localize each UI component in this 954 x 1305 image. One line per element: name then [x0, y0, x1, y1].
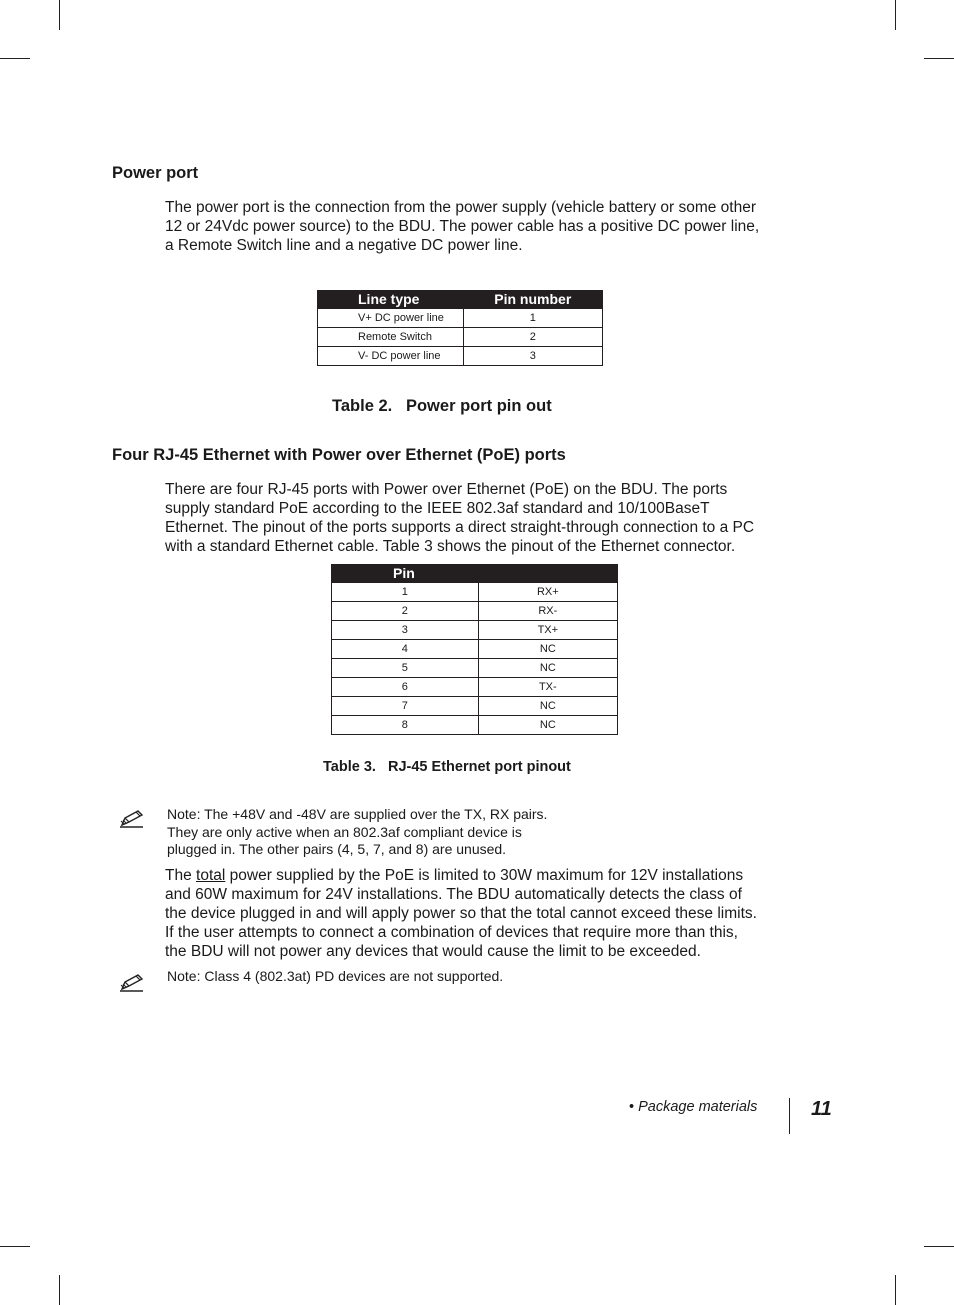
text-line: plugged in. The other pairs (4, 5, 7, and 8) are unused.	[167, 841, 507, 857]
table-cell: Remote Switch	[318, 328, 464, 347]
header-line-type: Line type	[318, 291, 464, 309]
crop-mark	[59, 1275, 60, 1305]
poe-heading: Four RJ-45 Ethernet with Power over Ethernet (PoE) ports	[112, 446, 566, 464]
table2-caption: Table 2. Power port pin out	[332, 397, 552, 415]
text-fragment: The	[165, 867, 197, 884]
table-cell: V- DC power line	[318, 347, 464, 366]
note-pencil-icon	[118, 808, 146, 830]
text-fragment: power supplied by the PoE is limited to 30W maximum for 12V installations	[225, 867, 744, 884]
table-cell: NC	[478, 659, 617, 678]
table-cell: 2	[463, 328, 602, 347]
power-port-heading: Power port	[112, 164, 199, 182]
table-cell: 4	[332, 640, 479, 659]
poe-paragraph	[165, 480, 795, 556]
table-row	[332, 602, 618, 621]
table-cell: 1	[463, 309, 602, 328]
table-cell: 7	[332, 697, 479, 716]
crop-mark	[0, 1246, 30, 1247]
table3-caption: Table 3. RJ-45 Ethernet port pinout	[323, 759, 571, 775]
footer-divider	[789, 1098, 790, 1134]
text-line: Ethernet. The pinout of the ports supports a direct straight-through connection to a PC	[165, 519, 755, 536]
text-line: If the user attempts to connect a combination of devices that require more than this,	[165, 924, 738, 941]
note-pencil-icon	[118, 972, 146, 994]
text-line: the device plugged in and will apply power so that the total cannot exceed these limits.	[165, 905, 757, 922]
table-cell: 6	[332, 678, 479, 697]
table-cell: TX-	[478, 678, 617, 697]
bullet-icon: •	[629, 1099, 635, 1115]
header-signal	[478, 565, 617, 583]
table-row	[332, 697, 618, 716]
table-row	[318, 347, 603, 366]
table-cell: RX-	[478, 602, 617, 621]
table-cell: NC	[478, 640, 617, 659]
text-line: 12 or 24Vdc power source) to the BDU. The power cable has a positive DC power line,	[165, 218, 760, 235]
table-row	[332, 583, 618, 602]
crop-mark	[59, 0, 60, 30]
table-row	[332, 621, 618, 640]
table-cell: 3	[332, 621, 479, 640]
crop-mark	[895, 1275, 896, 1305]
text-line: and 60W maximum for 24V installations. The BDU automatically detects the class of	[165, 886, 742, 903]
text-line: There are four RJ-45 ports with Power over Ethernet (PoE) on the BDU. The ports	[165, 481, 728, 498]
table-header-row	[332, 565, 618, 583]
table-cell: 5	[332, 659, 479, 678]
text-line: the BDU will not power any devices that would cause the limit to be exceeded.	[165, 943, 701, 960]
table-cell: NC	[478, 716, 617, 735]
underlined-word: total	[196, 867, 226, 884]
table-row	[332, 659, 618, 678]
table-row	[332, 678, 618, 697]
table-cell: 3	[463, 347, 602, 366]
table-cell: TX+	[478, 621, 617, 640]
header-pin: Pin	[332, 565, 479, 583]
ethernet-pinout-table	[331, 564, 618, 735]
table-cell: 1	[332, 583, 479, 602]
table-cell: 8	[332, 716, 479, 735]
page-number: 11	[811, 1098, 832, 1120]
text-line: They are only active when an 802.3af compliant device is	[167, 823, 522, 840]
crop-mark	[0, 58, 30, 59]
power-port-paragraph	[165, 198, 795, 255]
note-class4: Note: Class 4 (802.3at) PD devices are not supported.	[167, 968, 504, 984]
power-limit-paragraph	[165, 866, 805, 961]
power-port-table	[317, 290, 603, 366]
table-cell: 2	[332, 602, 479, 621]
text-line: The power port is the connection from the power supply (vehicle battery or some other	[165, 199, 757, 216]
crop-mark	[924, 58, 954, 59]
footer-section-text: Package materials	[638, 1099, 758, 1115]
table-row	[332, 716, 618, 735]
text-line: supply standard PoE according to the IEEE 802.3af standard and 10/100BaseT	[165, 500, 710, 517]
table-row	[332, 640, 618, 659]
crop-mark	[924, 1246, 954, 1247]
header-pin-number: Pin number	[463, 291, 602, 309]
footer-section-label	[629, 1099, 757, 1115]
note-poe-pairs	[167, 806, 547, 859]
table-cell: V+ DC power line	[318, 309, 464, 328]
table-row	[318, 328, 603, 347]
text-line: with a standard Ethernet cable. Table 3 shows the pinout of the Ethernet connector.	[165, 538, 736, 555]
text-line: Note: The +48V and -48V are supplied over the TX, RX pairs.	[167, 806, 548, 822]
table-cell: NC	[478, 697, 617, 716]
crop-mark	[895, 0, 896, 30]
table-row	[318, 309, 603, 328]
table-header-row	[318, 291, 603, 309]
table-cell: RX+	[478, 583, 617, 602]
text-line: a Remote Switch line and a negative DC power line.	[165, 237, 523, 254]
